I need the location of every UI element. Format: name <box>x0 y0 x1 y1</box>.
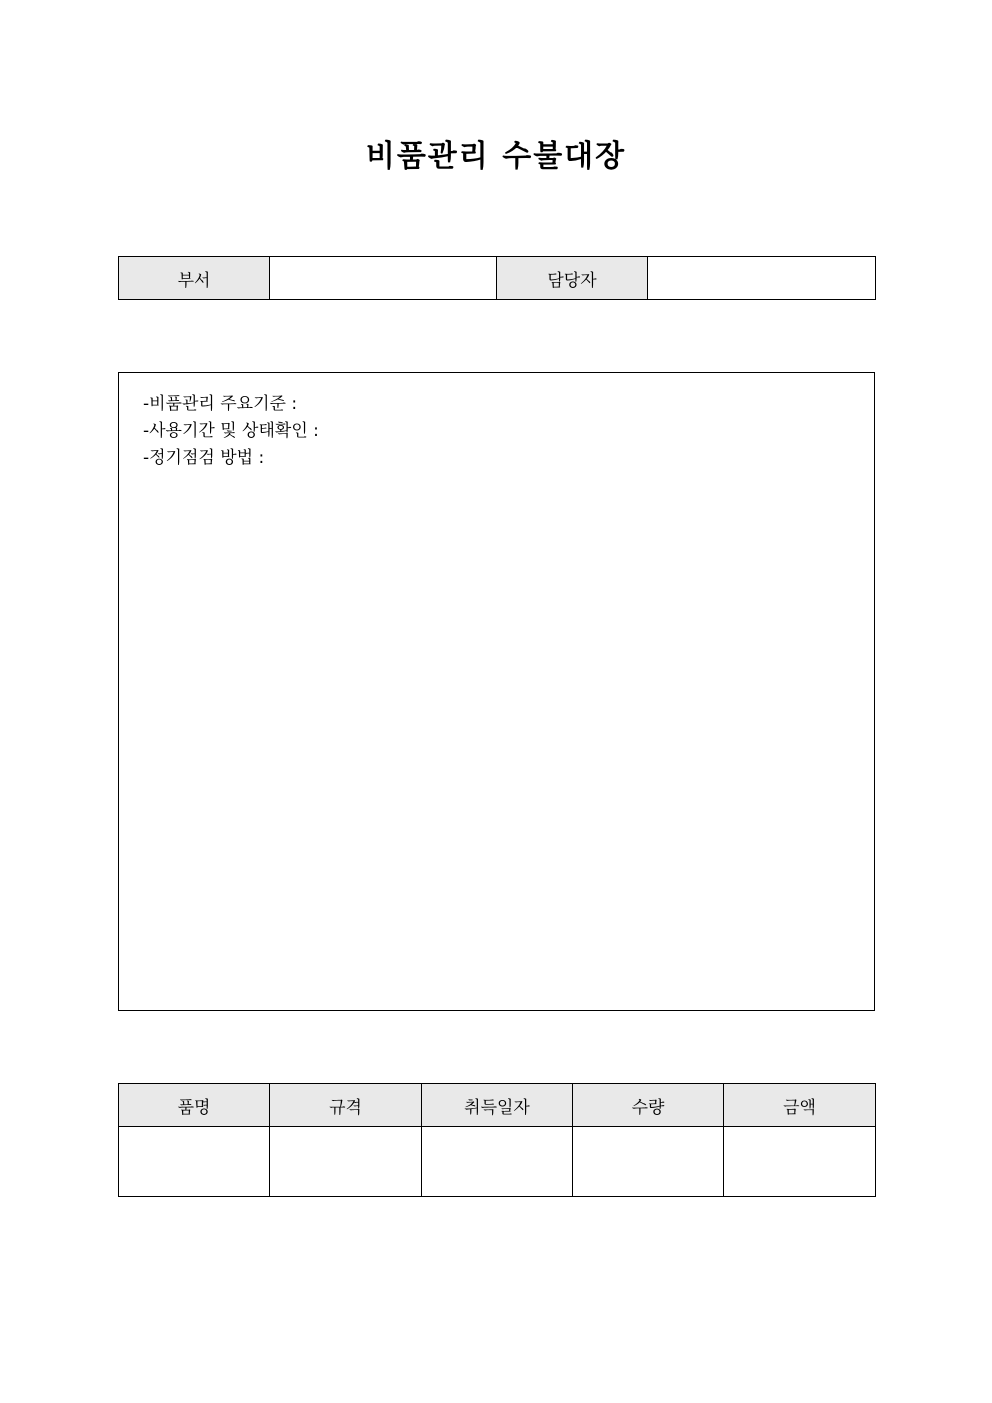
department-field[interactable] <box>270 257 497 300</box>
department-info-table <box>118 256 876 300</box>
items-table <box>118 1083 876 1197</box>
cell-acquisition-date[interactable] <box>422 1127 573 1197</box>
note-inspection-method: -정기점검 방법 : <box>143 448 265 468</box>
note-usage-period-status: -사용기간 및 상태확인 : <box>143 421 319 441</box>
header-acquisition-date: 취득일자 <box>422 1084 573 1127</box>
manager-field[interactable] <box>648 257 876 300</box>
note-management-criteria: -비품관리 주요기준 : <box>143 394 298 414</box>
table-row <box>119 1127 876 1197</box>
header-amount: 금액 <box>724 1084 876 1127</box>
header-quantity: 수량 <box>573 1084 724 1127</box>
table-header-row <box>119 1084 876 1127</box>
cell-item-name[interactable] <box>119 1127 270 1197</box>
header-item-name: 품명 <box>119 1084 270 1127</box>
manager-label: 담당자 <box>497 257 648 300</box>
page-title: 비품관리 수불대장 <box>365 139 627 174</box>
header-specification: 규격 <box>270 1084 422 1127</box>
notes-box[interactable] <box>118 372 875 1011</box>
cell-quantity[interactable] <box>573 1127 724 1197</box>
notes-list <box>143 391 319 472</box>
cell-specification[interactable] <box>270 1127 422 1197</box>
cell-amount[interactable] <box>724 1127 876 1197</box>
department-label: 부서 <box>119 257 270 300</box>
